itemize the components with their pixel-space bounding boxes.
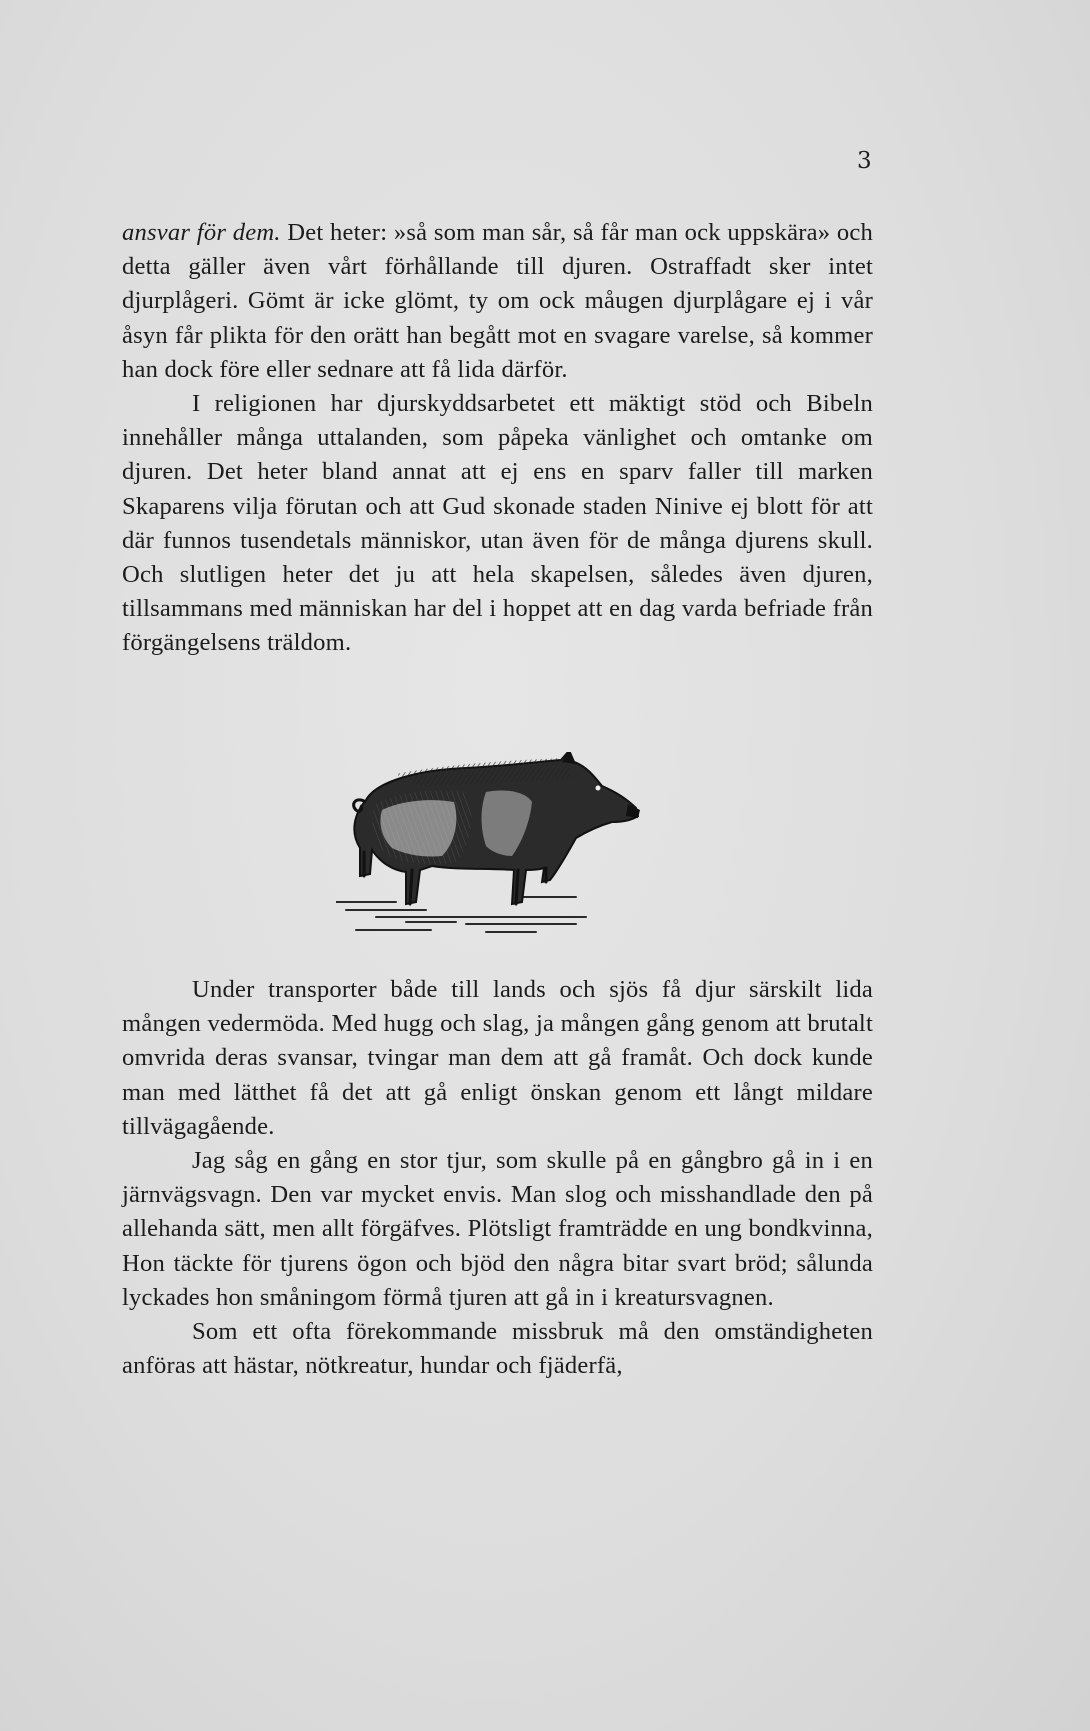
paragraph-continuation xyxy=(122,216,873,387)
pig-woodcut-icon xyxy=(336,752,672,942)
italic-lead: ansvar för dem. xyxy=(122,219,281,246)
paragraph-transport: Under transporter både till lands och sjös få djur särskilt lida mången vedermöda. Med hugg och slag, ja mången gång genom att brutalt omvrida deras svansar, tvingar man dem att gå framåt. Och dock kunde man med lätthet få det att gå enligt önskan genom ett långt mildare tillvägagående. xyxy=(122,976,873,1140)
text-block-top xyxy=(122,216,873,661)
paragraph-text: Det heter: »så som man sår, så får man ock uppskära» och detta gäller även vårt förhållande till djuren. Ostraffadt sker intet djurplågeri. Gömt är icke glömt, ty om ock måugen djurplågare ej i vår åsyn får plikta för den orätt han begått mot en svagare varelse, så kommer han dock före eller sednare att få lida därför. xyxy=(122,219,873,383)
paragraph-religion: I religionen har djurskyddsarbetet ett mäktigt stöd och Bibeln innehåller många uttalanden, som påpeka vänlighet och omtanke om djuren. Det heter bland annat att ej ens en sparv faller till marken Skaparens vilja förutan och att Gud skonade staden Ninive ej blott för att där funnos tusendetals människor, utan även för de många djurens skull. Och slutligen heter det ju att hela skapelsen, således även djuren, tillsammans med människan har del i hoppet att en dag varda befriade från förgängelsens träldom. xyxy=(122,390,873,657)
page-number: 3 xyxy=(857,148,872,174)
paragraph-bull: Jag såg en gång en stor tjur, som skulle på en gångbro gå in i en järnvägsvagn. Den var mycket envis. Man slog och misshandlade den på allehanda sätt, men allt förgäfves. Plötsligt framträdde en ung bondkvinna, Hon täckte för tjurens ögon och bjöd den några bitar svart bröd; sålunda lyckades hon småningom förmå tjuren att gå in i kreatursvagnen. xyxy=(122,1147,873,1311)
text-block-bottom xyxy=(122,973,873,1383)
pig-illustration xyxy=(336,752,672,942)
paragraph-misuse: Som ett ofta förekommande missbruk må den omständigheten anföras att hästar, nötkreatur, hundar och fjäderfä, xyxy=(122,1318,873,1380)
